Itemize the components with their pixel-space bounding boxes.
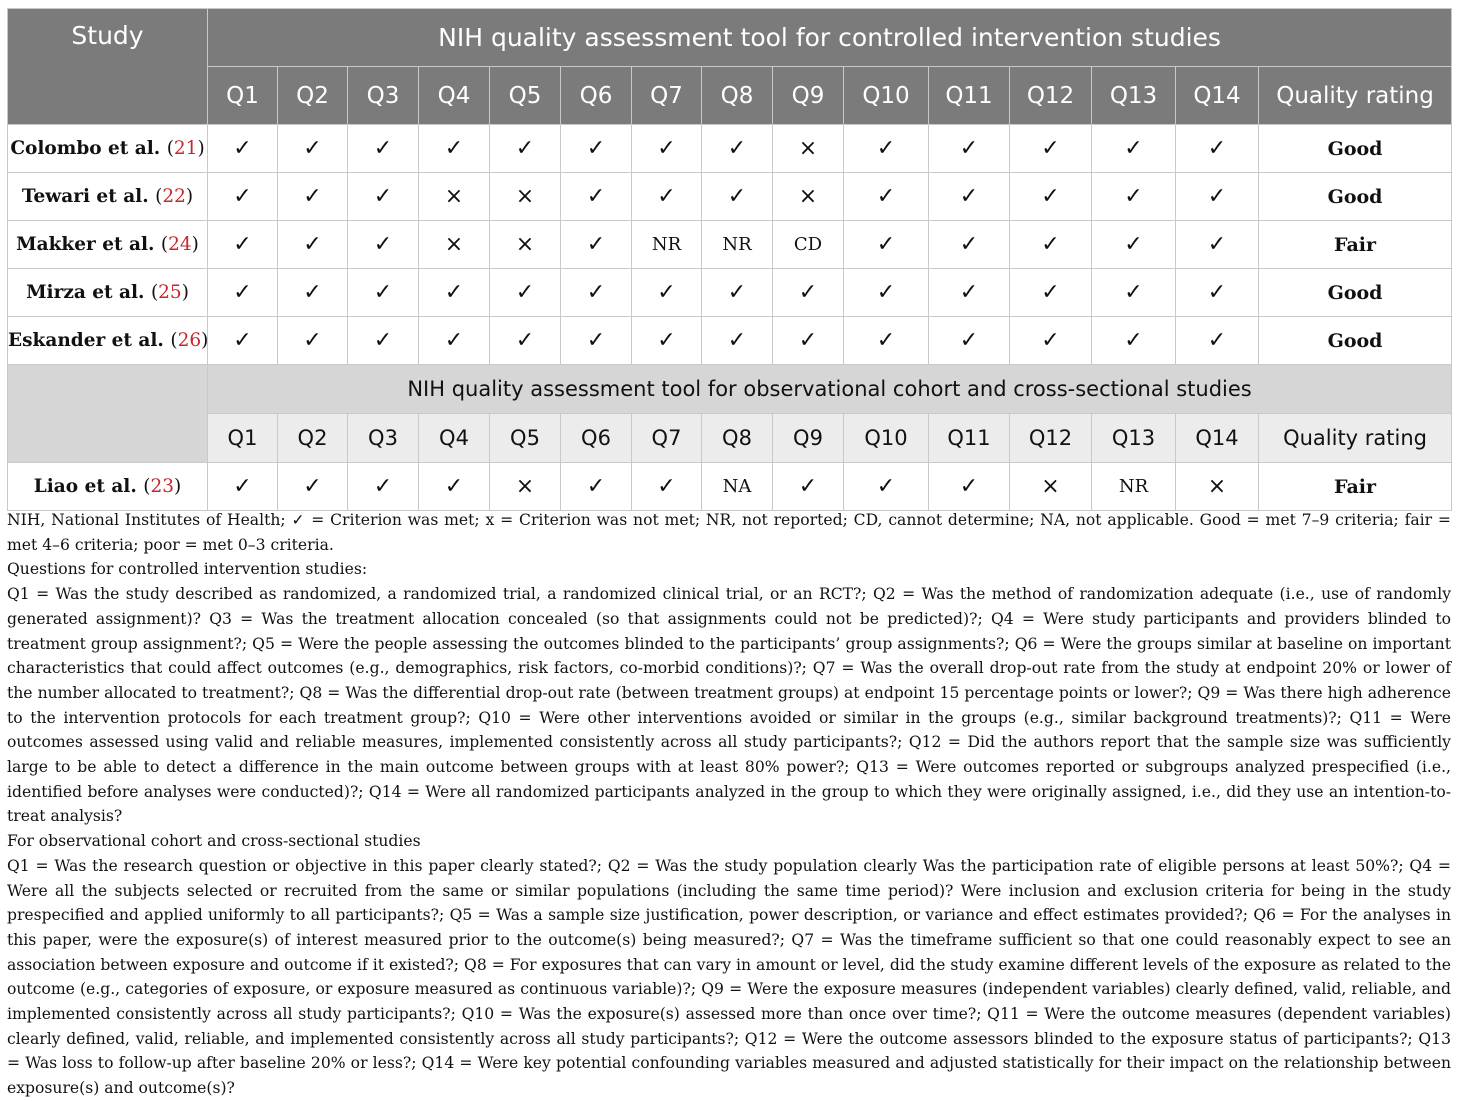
close-paren: ) [201, 330, 209, 351]
criterion-met-mark: ✓ [1010, 317, 1092, 365]
criterion-met-mark: ✓ [208, 173, 278, 221]
question-header-q1: Q1 [208, 414, 278, 463]
quality-rating-value: Fair [1259, 463, 1452, 511]
quality-rating-value: Good [1259, 317, 1452, 365]
criterion-met-mark: ✓ [702, 173, 773, 221]
group1-title: NIH quality assessment tool for controlled intervention studies [208, 9, 1452, 67]
question-header-q8: Q8 [702, 414, 773, 463]
quality-assessment-table [7, 8, 1452, 511]
study-name: Mirza et al. [26, 282, 145, 303]
criterion-met-mark: ✓ [208, 125, 278, 173]
criterion-met-mark: ✓ [929, 269, 1010, 317]
criterion-met-mark: ✓ [1092, 269, 1176, 317]
criterion-met-mark: ✓ [561, 221, 632, 269]
criterion-status: NR [1092, 463, 1176, 511]
table-container [7, 8, 1451, 511]
criterion-met-mark: ✓ [278, 269, 348, 317]
criterion-met-mark: ✓ [929, 463, 1010, 511]
footnote-observational-heading: For observational cohort and cross-sectional studies [7, 832, 421, 851]
criterion-met-mark: ✓ [208, 221, 278, 269]
criterion-met-mark: ✓ [1176, 317, 1259, 365]
study-name-cell [8, 463, 208, 511]
criterion-met-mark: ✓ [419, 463, 490, 511]
question-header-q8: Q8 [702, 67, 773, 125]
question-header-q9: Q9 [773, 67, 844, 125]
close-paren: ) [191, 234, 199, 255]
question-header-q5: Q5 [490, 67, 561, 125]
close-paren: ) [185, 186, 194, 207]
study-name: Colombo et al. [10, 138, 161, 159]
criterion-met-mark: ✓ [1176, 125, 1259, 173]
reference-number: 26 [177, 330, 202, 351]
close-paren: ) [174, 476, 182, 497]
criterion-met-mark: ✓ [561, 125, 632, 173]
criterion-met-mark: ✓ [929, 125, 1010, 173]
open-paren: ( [166, 138, 174, 159]
table-footnotes [7, 508, 1451, 1101]
criterion-not-met-mark: × [773, 173, 844, 221]
criterion-met-mark: ✓ [561, 317, 632, 365]
question-header-q1: Q1 [208, 67, 278, 125]
criterion-not-met-mark: × [419, 221, 490, 269]
question-header-q4: Q4 [419, 67, 490, 125]
criterion-met-mark: ✓ [632, 173, 702, 221]
study-name-cell [8, 173, 208, 221]
table-row [8, 317, 1452, 365]
reference-number: 24 [168, 234, 192, 255]
group2-study-blank [8, 365, 208, 463]
question-header-q6: Q6 [561, 67, 632, 125]
criterion-met-mark: ✓ [208, 269, 278, 317]
open-paren: ( [160, 234, 169, 255]
criterion-met-mark: ✓ [1092, 317, 1176, 365]
criterion-met-mark: ✓ [1176, 221, 1259, 269]
table-row [8, 173, 1452, 221]
question-header-q10: Q10 [844, 67, 929, 125]
criterion-met-mark: ✓ [348, 173, 419, 221]
quality-rating-value: Good [1259, 269, 1452, 317]
group1-body [8, 125, 1452, 365]
footnote-controlled-heading: Questions for controlled intervention studies: [7, 560, 368, 579]
close-paren: ) [181, 282, 189, 303]
open-paren: ( [150, 282, 159, 303]
criterion-met-mark: ✓ [1176, 173, 1259, 221]
reference-number: 23 [150, 476, 174, 497]
criterion-met-mark: ✓ [632, 317, 702, 365]
study-name: Makker et al. [16, 234, 155, 255]
footnote-abbreviations: NIH, National Institutes of Health; ✓ = Criterion was met; x = Criterion was not met; NR, not reported; CD, cannot determine; NA, not applicable. Good = met 7–9 criteria; fair = met 4–6 criteria; poor = met 0–3 criteria. [7, 511, 1451, 554]
criterion-met-mark: ✓ [278, 463, 348, 511]
question-header-q11: Q11 [929, 67, 1010, 125]
criterion-met-mark: ✓ [348, 221, 419, 269]
table-row [8, 125, 1452, 173]
question-header-q14: Q14 [1176, 414, 1259, 463]
table-row [8, 221, 1452, 269]
study-name-cell [8, 269, 208, 317]
criterion-not-met-mark: × [490, 173, 561, 221]
question-header-q11: Q11 [929, 414, 1010, 463]
criterion-met-mark: ✓ [1010, 221, 1092, 269]
footnote-controlled-questions: Q1 = Was the study described as randomized, a randomized trial, a randomized clinical trial, or an RCT?; Q2 = Was the method of randomization adequate (i.e., use of randomly generated assignment)? Q3 = Was the treatment allocation concealed (so that assignments could not be predicted)?; Q4 = Were study participants and providers blinded to treatment group assignment?; Q5 = Were the people assessing the outcomes blinded to the participants’ group assignments?; Q6 = Were the groups similar at baseline on important characteristics that could affect outcomes (e.g., demographics, risk factors, co-morbid conditions)?; Q7 = Was the overall drop-out rate from the study at endpoint 20% or lower of the number allocated to treatment?; Q8 = Was the differential drop-out rate (between treatment groups) at endpoint 15 percentage points or lower?; Q9 = Was there high adherence to the intervention protocols for each treatment group?; Q10 = Were other interventions avoided or similar in the groups (e.g., similar background treatments)?; Q11 = Were outcomes assessed using valid and reliable measures, implemented consistently across all study participants?; Q12 = Did the authors report that the sample size was sufficiently large to be able to detect a difference in the main outcome between groups with at least 80% power?; Q13 = Were outcomes reported or subgroups analyzed prespecified (i.e., identified before analyses were conducted)?; Q14 = Were all randomized participants analyzed in the group to which they were originally assigned, i.e., did they use an intention-to-treat analysis? [7, 585, 1451, 826]
criterion-met-mark: ✓ [348, 463, 419, 511]
criterion-met-mark: ✓ [844, 317, 929, 365]
criterion-met-mark: ✓ [1010, 173, 1092, 221]
quality-rating-header: Quality rating [1259, 414, 1452, 463]
criterion-met-mark: ✓ [773, 317, 844, 365]
study-name: Liao et al. [33, 476, 137, 497]
criterion-met-mark: ✓ [1092, 125, 1176, 173]
criterion-met-mark: ✓ [844, 221, 929, 269]
criterion-met-mark: ✓ [419, 317, 490, 365]
question-header-q12: Q12 [1010, 67, 1092, 125]
criterion-not-met-mark: × [490, 463, 561, 511]
question-header-q14: Q14 [1176, 67, 1259, 125]
criterion-not-met-mark: × [490, 221, 561, 269]
table-row [8, 269, 1452, 317]
criterion-met-mark: ✓ [702, 317, 773, 365]
group2-question-header-row [8, 414, 1452, 463]
criterion-met-mark: ✓ [632, 125, 702, 173]
criterion-met-mark: ✓ [561, 173, 632, 221]
criterion-met-mark: ✓ [844, 173, 929, 221]
quality-rating-value: Good [1259, 125, 1452, 173]
criterion-met-mark: ✓ [278, 221, 348, 269]
close-paren: ) [197, 138, 205, 159]
criterion-met-mark: ✓ [1176, 269, 1259, 317]
criterion-met-mark: ✓ [1092, 173, 1176, 221]
quality-rating-value: Good [1259, 173, 1452, 221]
question-header-q2: Q2 [278, 414, 348, 463]
question-header-q13: Q13 [1092, 414, 1176, 463]
criterion-not-met-mark: × [773, 125, 844, 173]
question-header-q5: Q5 [490, 414, 561, 463]
study-name-cell [8, 221, 208, 269]
study-name: Tewari et al. [21, 186, 149, 207]
criterion-met-mark: ✓ [1092, 221, 1176, 269]
question-header-q7: Q7 [632, 414, 702, 463]
group2-body [8, 463, 1452, 511]
criterion-met-mark: ✓ [348, 269, 419, 317]
criterion-met-mark: ✓ [773, 463, 844, 511]
table-row [8, 463, 1452, 511]
criterion-status: CD [773, 221, 844, 269]
criterion-not-met-mark: × [1010, 463, 1092, 511]
criterion-met-mark: ✓ [844, 269, 929, 317]
criterion-met-mark: ✓ [632, 269, 702, 317]
question-header-q3: Q3 [348, 67, 419, 125]
criterion-met-mark: ✓ [348, 317, 419, 365]
open-paren: ( [155, 186, 163, 207]
criterion-met-mark: ✓ [348, 125, 419, 173]
criterion-met-mark: ✓ [278, 173, 348, 221]
criterion-met-mark: ✓ [844, 125, 929, 173]
criterion-status: NR [702, 221, 773, 269]
criterion-met-mark: ✓ [1010, 269, 1092, 317]
question-header-q7: Q7 [632, 67, 702, 125]
criterion-met-mark: ✓ [490, 317, 561, 365]
criterion-met-mark: ✓ [632, 463, 702, 511]
criterion-met-mark: ✓ [702, 125, 773, 173]
criterion-met-mark: ✓ [929, 173, 1010, 221]
criterion-met-mark: ✓ [419, 125, 490, 173]
question-header-q10: Q10 [844, 414, 929, 463]
criterion-met-mark: ✓ [929, 221, 1010, 269]
criterion-status: NR [632, 221, 702, 269]
criterion-met-mark: ✓ [561, 463, 632, 511]
footnote-observational-questions: Q1 = Was the research question or objective in this paper clearly stated?; Q2 = Was the study population clearly Was the participation rate of eligible persons at least 50%?; Q4 = Were all the subjects selected or recruited from the same or similar populations (including the same time period)? Were inclusion and exclusion criteria for being in the study prespecified and applied uniformly to all participants?; Q5 = Was a sample size justification, power description, or variance and effect estimates provided?; Q6 = For the analyses in this paper, were the exposure(s) of interest measured prior to the outcome(s) being measured?; Q7 = Was the timeframe sufficient so that one could reasonably expect to see an association between exposure and outcome if it existed?; Q8 = For exposures that can vary in amount or level, did the study examine different levels of the exposure as related to the outcome (e.g., categories of exposure, or exposure measured as continuous variable)?; Q9 = Were the exposure measures (independent variables) clearly defined, valid, reliable, and implemented consistently across all study participants?; Q10 = Was the exposure(s) assessed more than once over time?; Q11 = Were the outcome measures (dependent variables) clearly defined, valid, reliable, and implemented consistently across all study participants?; Q12 = Were the outcome assessors blinded to the exposure status of participants?; Q13 = Was loss to follow-up after baseline 20% or less?; Q14 = Were key potential confounding variables measured and adjusted statistically for their impact on the relationship between exposure(s) and outcome(s)? [7, 856, 1451, 1098]
criterion-met-mark: ✓ [208, 463, 278, 511]
criterion-met-mark: ✓ [490, 125, 561, 173]
question-header-q2: Q2 [278, 67, 348, 125]
group2-title: NIH quality assessment tool for observational cohort and cross-sectional studies [208, 365, 1452, 414]
criterion-met-mark: ✓ [561, 269, 632, 317]
question-header-q12: Q12 [1010, 414, 1092, 463]
study-column-header: Study [8, 9, 208, 125]
quality-rating-value: Fair [1259, 221, 1452, 269]
criterion-met-mark: ✓ [208, 317, 278, 365]
criterion-not-met-mark: × [1176, 463, 1259, 511]
criterion-status: NA [702, 463, 773, 511]
quality-rating-header: Quality rating [1259, 67, 1452, 125]
criterion-not-met-mark: × [419, 173, 490, 221]
question-header-q13: Q13 [1092, 67, 1176, 125]
question-header-q4: Q4 [419, 414, 490, 463]
question-header-q6: Q6 [561, 414, 632, 463]
reference-number: 25 [158, 282, 182, 303]
criterion-met-mark: ✓ [278, 125, 348, 173]
criterion-met-mark: ✓ [1010, 125, 1092, 173]
criterion-met-mark: ✓ [844, 463, 929, 511]
criterion-met-mark: ✓ [773, 269, 844, 317]
criterion-met-mark: ✓ [278, 317, 348, 365]
criterion-met-mark: ✓ [419, 269, 490, 317]
question-header-q3: Q3 [348, 414, 419, 463]
study-name: Eskander et al. [8, 330, 164, 351]
reference-number: 21 [173, 138, 198, 159]
criterion-met-mark: ✓ [702, 269, 773, 317]
criterion-met-mark: ✓ [490, 269, 561, 317]
open-paren: ( [143, 476, 151, 497]
study-name-cell [8, 317, 208, 365]
study-name-cell [8, 125, 208, 173]
question-header-q9: Q9 [773, 414, 844, 463]
criterion-met-mark: ✓ [929, 317, 1010, 365]
reference-number: 22 [162, 186, 186, 207]
group1-question-header-row [8, 67, 1452, 125]
open-paren: ( [170, 330, 178, 351]
